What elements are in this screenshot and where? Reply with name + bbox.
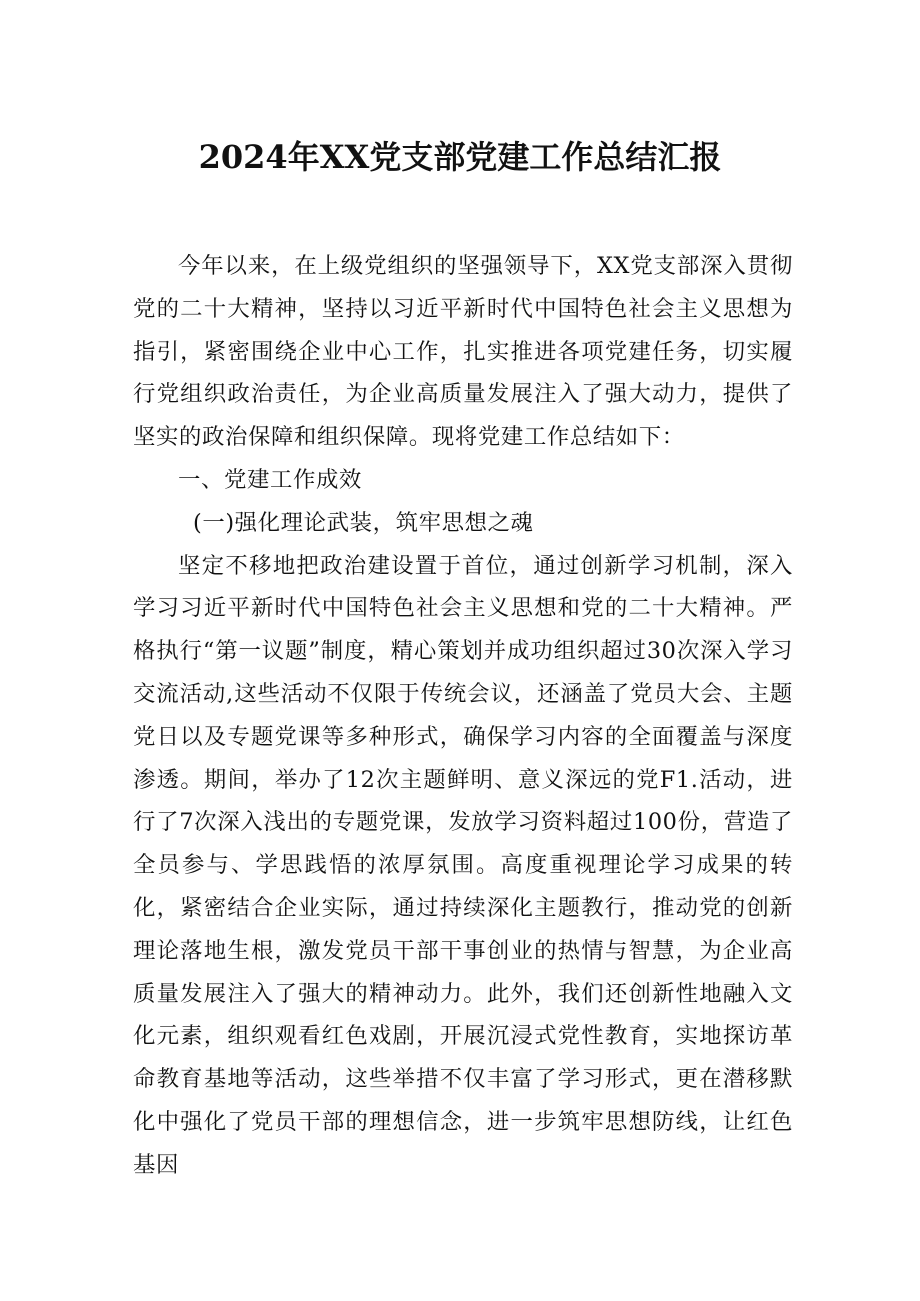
document-body <box>133 245 793 1187</box>
subsection-heading: (一)强化理论武装，筑牢思想之魂 <box>193 509 534 536</box>
body-paragraph: 坚定不移地把政治建设置于首位，通过创新学习机制，深入学习习近平新时代中国特色社会主义思想和党的二十大精神。严格执行“第一议题”制度，精心策划并成功组织超过30次深入学习交流活动,这些活动不仅限于传统会议，还涵盖了党员大会、主题党日以及专题党课等多种形式，确保学习内容的全面覆盖与深度渗透。期间，举办了12次主题鲜明、意义深远的党F1.活动，进行了7次深入浅出的专题党课，发放学习资料超过100份，营造了全员参与、学思践悟的浓厚氛围。高度重视理论学习成果的转化，紧密结合企业实际，通过持续深化主题教行，推动党的创新理论落地生根，激发党员干部干事创业的热情与智慧，为企业高质量发展注入了强大的精神动力。此外，我们还创新性地融入文化元素，组织观看红色戏剧，开展沉浸式党性教育，实地探访革命教育基地等活动，这些举措不仅丰富了学习形式，更在潜移默化中强化了党员干部的理想信念，进一步筑牢思想防线，让红色基因 <box>133 552 793 1178</box>
intro-paragraph: 今年以来，在上级党组织的坚强领导下，XX党支部深入贯彻党的二十大精神，坚持以习近平新时代中国特色社会主义思想为指引，紧密围绕企业中心工作，扎实推进各项党建任务，切实履行党组织政治责任，为企业高质量发展注入了强大动力，提供了坚实的政治保障和组织保障。现将党建工作总结如下： <box>133 253 793 451</box>
document-title: 2024年XX党支部党建工作总结汇报 <box>198 138 722 176</box>
section-heading: 一、党建工作成效 <box>178 466 362 493</box>
